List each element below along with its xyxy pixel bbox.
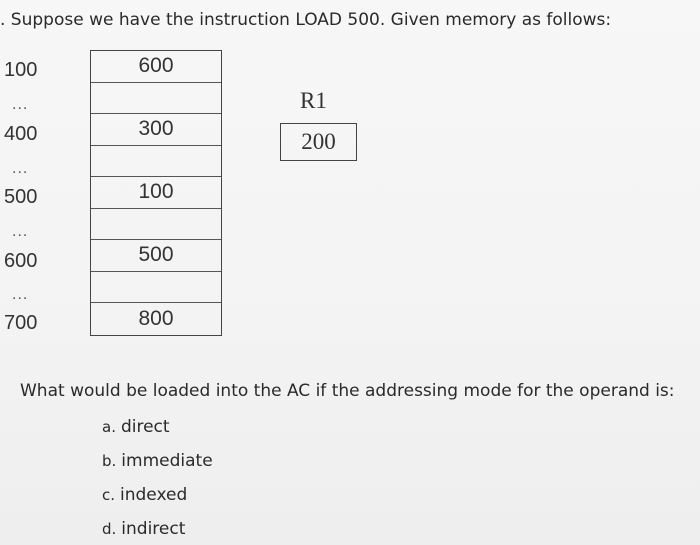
memory-cell: 300 [91,114,221,146]
question-text: . Suppose we have the instruction LOAD 500. Given memory as follows: [0,10,612,30]
address-ellipsis: ... [12,223,29,240]
memory-address-400: 400 [4,123,38,145]
option-text: immediate [121,451,213,471]
prompt-text: What would be loaded into the AC if the addressing mode for the operand is: [20,381,675,401]
option-text: indirect [121,519,186,539]
option-c [102,485,187,505]
memory-table [90,50,222,336]
option-b [102,451,213,471]
address-ellipsis: ... [12,160,29,177]
option-letter: d. [102,520,117,538]
option-text: indexed [120,485,188,505]
memory-address-500: 500 [4,186,38,208]
memory-cell [91,272,221,304]
register-value-box: 200 [280,123,357,161]
memory-cell: 100 [91,177,221,209]
register-label: R1 [300,88,327,113]
option-text: direct [120,417,170,437]
option-letter: b. [102,452,117,470]
memory-address-100: 100 [4,59,38,81]
memory-cell: 600 [91,51,221,83]
option-letter: a. [102,418,116,436]
option-letter: c. [102,486,116,504]
memory-cell: 800 [138,306,174,330]
option-d [102,519,185,539]
memory-cell: 500 [91,240,221,272]
memory-address-600: 600 [4,250,38,272]
address-ellipsis: ... [12,96,29,113]
memory-address-700: 700 [4,312,38,334]
option-a [102,417,170,437]
memory-cell [91,209,221,241]
memory-cell [91,83,221,115]
address-ellipsis: ... [12,286,29,303]
memory-cell [91,146,221,178]
